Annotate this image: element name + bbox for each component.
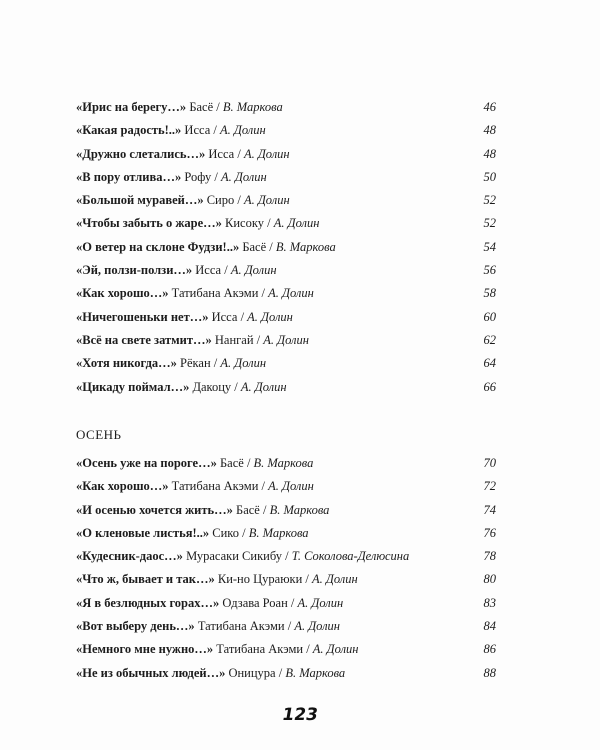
author-translator-separator: / — [281, 549, 292, 564]
toc-entry — [76, 662, 496, 685]
toc-entry — [76, 615, 496, 638]
toc-entry — [76, 638, 496, 661]
toc-entry — [76, 236, 496, 259]
entry-title: «Немного мне нужно…» — [76, 642, 214, 657]
entry-author: Рофу — [184, 169, 212, 184]
toc-entry — [76, 568, 496, 591]
entry-title: «Что ж, бывает и так…» — [76, 572, 215, 587]
entry-translator: А. Долин — [312, 642, 359, 657]
entry-title: «Ирис на берегу…» — [76, 100, 187, 114]
entry-translator: В. Маркова — [275, 239, 336, 254]
author-translator-separator: / — [213, 100, 223, 114]
toc-entry — [76, 119, 496, 142]
entry-page-number: 66 — [483, 379, 496, 394]
toc-entry — [76, 452, 496, 475]
entry-translator: В. Маркова — [222, 100, 283, 114]
entry-title: «И осенью хочется жить…» — [76, 502, 233, 517]
entry-title: «Дружно слетались…» — [76, 146, 206, 161]
entry-translator: А. Долин — [240, 379, 287, 394]
entry-translator: А. Долин — [297, 595, 344, 610]
author-translator-separator: / — [264, 216, 274, 231]
author-translator-separator: / — [234, 193, 244, 208]
author-translator-separator: / — [258, 479, 269, 494]
entry-page-number: 76 — [483, 525, 496, 540]
author-translator-separator: / — [210, 356, 221, 371]
toc-entry — [76, 166, 496, 189]
page-number: 123 — [280, 705, 320, 725]
entry-title: «Цикаду поймал…» — [76, 379, 190, 394]
entry-translator: В. Маркова — [248, 525, 309, 540]
entry-author: Сиро — [206, 193, 235, 208]
toc-entry — [76, 306, 496, 329]
entry-title: «О кленовые листья!..» — [76, 525, 210, 540]
author-translator-separator: / — [275, 665, 286, 680]
entry-title: «В пору отлива…» — [76, 169, 182, 184]
toc-entry — [76, 352, 496, 375]
entry-author: Татибана Акэми — [171, 479, 259, 494]
entry-author: Дакоцу — [192, 379, 232, 394]
summer-toc-list — [76, 96, 496, 399]
author-translator-separator: / — [266, 239, 276, 254]
entry-page-number: 62 — [483, 332, 496, 347]
entry-translator: А. Долин — [243, 146, 290, 161]
entry-author: Татибана Акэми — [216, 642, 304, 657]
entry-author: Рёкан — [180, 356, 211, 371]
toc-entry — [76, 499, 496, 522]
toc-entry — [76, 212, 496, 235]
autumn-toc-list — [76, 452, 496, 685]
entry-author: Исса — [208, 146, 235, 161]
section-title-autumn: ОСЕНЬ — [76, 427, 122, 442]
entry-page-number: 56 — [483, 263, 496, 278]
entry-title: «Как хорошо…» — [76, 286, 169, 301]
entry-translator: А. Долин — [243, 193, 290, 208]
toc-entry — [76, 545, 496, 568]
toc-entry — [76, 475, 496, 498]
entry-title: «Как хорошо…» — [76, 479, 169, 494]
author-translator-separator: / — [258, 286, 269, 301]
toc-entry — [76, 143, 496, 166]
entry-translator: А. Долин — [219, 123, 266, 138]
entry-translator: А. Долин — [221, 169, 267, 184]
entry-page-number: 86 — [483, 642, 496, 657]
entry-page-number: 72 — [483, 479, 496, 494]
entry-translator: А. Долин — [273, 216, 320, 231]
entry-translator: А. Долин — [230, 263, 277, 278]
entry-author: Оницура — [228, 665, 276, 680]
toc-entry — [76, 592, 496, 615]
entry-page-number: 83 — [483, 595, 496, 610]
entry-author: Исса — [195, 263, 222, 278]
entry-translator: А. Долин — [268, 479, 314, 494]
entry-page-number: 48 — [483, 123, 496, 138]
toc-entry — [76, 189, 496, 212]
entry-page-number: 60 — [483, 309, 496, 324]
entry-author: Басё — [236, 502, 260, 517]
entry-translator: А. Долин — [220, 356, 267, 371]
author-translator-separator: / — [221, 263, 231, 278]
entry-author: Татибана Акэми — [171, 286, 259, 301]
entry-title: «Я в безлюдных горах…» — [76, 595, 220, 610]
entry-title: «Какая радость!..» — [76, 123, 182, 138]
entry-page-number: 70 — [483, 456, 496, 470]
author-translator-separator: / — [259, 502, 270, 517]
entry-title: «Чтобы забыть о жаре…» — [76, 216, 222, 231]
entry-title: «Большой муравей…» — [76, 193, 204, 208]
entry-page-number: 50 — [483, 169, 496, 184]
entry-author: Нангай — [214, 332, 254, 347]
author-translator-separator: / — [234, 146, 244, 161]
entry-title: «Вот выберу день…» — [76, 619, 195, 634]
author-translator-separator: / — [253, 332, 264, 347]
entry-page-number: 80 — [483, 572, 496, 587]
toc-entry — [76, 522, 496, 545]
entry-title: «Ничегошеньки нет…» — [76, 309, 209, 324]
entry-page-number: 84 — [483, 619, 496, 634]
entry-author: Басё — [242, 239, 267, 254]
author-translator-separator: / — [210, 123, 220, 138]
author-translator-separator: / — [211, 169, 222, 184]
author-translator-separator: / — [237, 309, 248, 324]
entry-title: «О ветер на склоне Фудзи!..» — [76, 239, 240, 254]
toc-entry — [76, 96, 496, 119]
entry-translator: В. Маркова — [285, 665, 346, 680]
toc-entry — [76, 376, 496, 399]
entry-page-number: 54 — [483, 239, 496, 254]
entry-author: Сико — [212, 525, 239, 540]
entry-page-number: 48 — [483, 146, 496, 161]
entry-title: «Не из обычных людей…» — [76, 665, 226, 680]
entry-author: Басё — [219, 456, 244, 470]
toc-entry — [76, 282, 496, 305]
entry-author: Исса — [211, 309, 238, 324]
entry-author: Кисоку — [225, 216, 264, 231]
entry-page-number: 74 — [483, 502, 496, 517]
entry-page-number: 52 — [483, 193, 496, 208]
entry-title: «Кудесник-даос…» — [76, 549, 183, 564]
entry-translator: А. Долин — [247, 309, 293, 324]
entry-author: Исса — [184, 123, 211, 138]
entry-author: Одзава Роан — [222, 595, 288, 610]
entry-title: «Хотя никогда…» — [76, 356, 177, 371]
entry-page-number: 78 — [483, 549, 496, 564]
entry-page-number: 58 — [483, 286, 496, 301]
toc-entry — [76, 329, 496, 352]
entry-author: Мурасаки Сикибу — [186, 549, 282, 564]
entry-translator: А. Долин — [312, 572, 358, 587]
author-translator-separator: / — [302, 572, 313, 587]
entry-title: «Эй, ползи-ползи…» — [76, 263, 193, 278]
entry-page-number: 88 — [483, 665, 496, 680]
entry-translator: А. Долин — [268, 286, 314, 301]
entry-translator: А. Долин — [294, 619, 340, 634]
author-translator-separator: / — [303, 642, 313, 657]
author-translator-separator: / — [284, 619, 295, 634]
entry-translator: В. Маркова — [253, 456, 314, 470]
entry-title: «Всё на свете затмит…» — [76, 332, 212, 347]
entry-author: Татибана Акэми — [197, 619, 285, 634]
entry-page-number: 64 — [483, 356, 496, 371]
author-translator-separator: / — [243, 456, 254, 470]
entry-translator: В. Маркова — [269, 502, 330, 517]
entry-title: «Осень уже на пороге…» — [76, 456, 217, 470]
entry-page-number: 46 — [483, 100, 496, 114]
entry-translator: А. Долин — [263, 332, 309, 347]
entry-author: Ки-но Цураюки — [217, 572, 303, 587]
entry-page-number: 52 — [483, 216, 496, 231]
toc-entry — [76, 259, 496, 282]
author-translator-separator: / — [238, 525, 249, 540]
author-translator-separator: / — [231, 379, 241, 394]
entry-translator: Т. Соколова-Делюсина — [291, 549, 410, 564]
entry-author: Басё — [189, 100, 214, 114]
author-translator-separator: / — [287, 595, 298, 610]
